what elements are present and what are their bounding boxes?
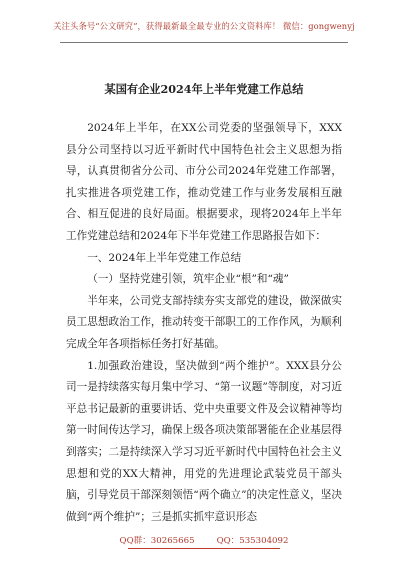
- header-banner: 关注头条号“公文研究”，获得最新最全最专业的公文资料库！ 微信：gongwenyj: [53, 21, 355, 31]
- section-heading-1: 一、2024年上半年党建工作总结: [87, 251, 242, 264]
- footer-qq: QQ：535304092: [216, 536, 289, 546]
- footer-underline: [128, 548, 280, 549]
- header-divider: [60, 42, 348, 43]
- subsection-heading-1: （一）坚持党建引领，筑牢企业“根”和“魂”: [87, 273, 289, 286]
- document-body: [66, 118, 342, 528]
- footer-qq-group: QQ群：30265665: [119, 536, 195, 546]
- paragraph-2: 半年来，公司党支部持续夯实支部党的建设，做深做实员工思想政治工作，推动转变干部职工的工作作风，为顺利完成全年各项指标任务打好基础。: [66, 294, 342, 350]
- intro-paragraph: 2024年上半年，在XX公司党委的坚强领导下，XXX县分公司坚持以习近平新时代中国特色社会主义思想为指导，认真贯彻省分公司、市分公司2024年党建工作部署，扎实推进各项党建工作，推动党建工作与业务发展相互融合、相互促进的良好局面。根据要求，现将2024年上半年工作党建总结和2024年下半年党建工作思路报告如下：: [66, 122, 342, 242]
- paragraph-3: 1.加强政治建设，坚决做到“两个维护”。XXX县分公司一是持续落实每月集中学习、“第一议题”等制度，对习近平总书记最新的重要讲话、党中央重要文件及会议精神等均第一时间传达学习，确保上级各项决策部署能在企业基层得到落实；二是持续深入学习习近平新时代中国特色社会主义思想和党的XX大精神，用党的先进理论武装党员干部头脑，引导党员干部深刻领悟“两个确立”的决定性意义，坚决做到“两个维护”；三是抓实抓牢意识形态: [66, 359, 342, 523]
- document-title: 某国有企业2024年上半年党建工作总结: [104, 82, 304, 96]
- footer-contact: [0, 534, 408, 546]
